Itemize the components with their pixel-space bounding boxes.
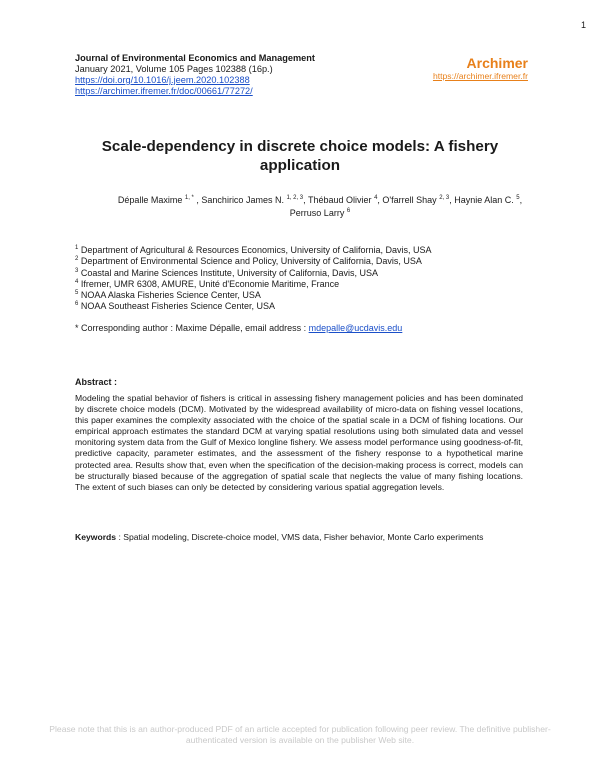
keywords-text: : Spatial modeling, Discrete-choice model, VMS data, Fisher behavior, Monte Carlo experiments: [116, 532, 484, 542]
email-link[interactable]: mdepalle@ucdavis.edu: [308, 323, 403, 333]
affiliation-item: [75, 245, 432, 256]
author-sup: 2, 3: [439, 195, 450, 201]
affiliation-text: Coastal and Marine Sciences Institute, University of California, Davis, USA: [80, 267, 378, 278]
affiliation-text: Department of Environmental Science and Policy, University of California, Davis, USA: [80, 256, 422, 267]
affiliation-item: [75, 268, 432, 279]
disclaimer-footer: Please note that this is an author-produced PDF of an article accepted for publication following peer review. The definitive publisher-authenticated version is available on the publisher Web site.: [49, 724, 551, 745]
affiliation-list: [75, 245, 432, 313]
paper-title: Scale-dependency in discrete choice models: A fishery application: [101, 138, 499, 174]
author-name: Dépalle Maxime: [117, 195, 183, 205]
author-sup: 4: [374, 195, 378, 201]
affiliation-item: [75, 290, 432, 301]
author-sep: ,: [193, 195, 202, 205]
abstract-text: Modeling the spatial behavior of fishers is critical in assessing fishery management policies and has been dominated by discrete choice models (DCM). Motivated by the widespread availability of micro-data on fishing vessel locations, this paper examines the complexity associated with the choice of the spatial scale in a DCM of fishing locations. Our empirical approach estimates the standard DCM at varying spatial resolutions using both simulated data and vessel monitoring system data from the Gulf of Mexico longline fishery. We assess model performance using goodness-of-fit, predictive capacity, parameter estimates, and the assessment of the fishery response to a hypothetical marine protected area. Results show that, even when the specification of the decision-making process is correct, models can be structurally biased because of the aggregation of spatial scale that neglects the value of many fishing locations. The extent of such biases can only be detected by considering various spatial aggregation levels.: [75, 393, 523, 492]
author-name: Perruso Larry: [289, 208, 345, 218]
author-list: [90, 194, 550, 220]
archimer-brand: Archimer: [466, 55, 528, 71]
affiliation-item: [75, 301, 432, 312]
affiliation-num: 3: [75, 267, 79, 274]
doi-link[interactable]: https://doi.org/10.1016/j.jeem.2020.102388: [75, 75, 250, 85]
author-sep: ,: [303, 195, 308, 205]
author-name: O'farrell Shay: [382, 195, 437, 205]
affiliation-num: 4: [75, 278, 79, 285]
journal-issue: January 2021, Volume 105 Pages 102388 (16p.): [75, 64, 273, 74]
keywords: [75, 532, 523, 543]
archive-link[interactable]: https://archimer.ifremer.fr/doc/00661/77272/: [75, 86, 253, 96]
archimer-url[interactable]: https://archimer.ifremer.fr: [432, 71, 528, 81]
author-sep: ,: [519, 195, 523, 205]
affiliation-item: [75, 279, 432, 290]
affiliation-text: NOAA Alaska Fisheries Science Center, USA: [80, 290, 261, 301]
author-name: Sanchirico James N.: [201, 195, 284, 205]
affiliation-num: 1: [75, 245, 79, 251]
affiliation-text: NOAA Southeast Fisheries Science Center, USA: [80, 301, 275, 312]
author-name: Thébaud Olivier: [308, 195, 372, 205]
author-sup: 6: [346, 208, 351, 214]
author-name: Haynie Alan C.: [454, 195, 514, 205]
affiliation-text: Department of Agricultural & Resources Economics, University of California, Davis, USA: [80, 245, 432, 255]
affiliation-text: Ifremer, UMR 6308, AMURE, Unité d'Economie Maritime, France: [80, 278, 340, 289]
archimer-logo: [433, 55, 528, 81]
abstract-heading: Abstract :: [75, 377, 118, 387]
page-number: 1: [580, 20, 586, 30]
affiliation-num: 5: [75, 290, 79, 297]
journal-header: [75, 53, 315, 97]
author-sup: 5: [516, 195, 520, 201]
keywords-label: Keywords: [75, 532, 117, 542]
corresponding-author: [75, 323, 402, 333]
affiliation-num: 2: [75, 256, 79, 263]
author-sup: 1, 2, 3: [286, 195, 304, 201]
affiliation-num: 6: [75, 301, 79, 308]
author-sup: 1, *: [184, 195, 194, 201]
author-sep: ,: [377, 195, 383, 205]
affiliation-item: [75, 256, 432, 267]
journal-title: Journal of Environmental Economics and Management: [75, 53, 315, 63]
corresponding-label: * Corresponding author : Maxime Dépalle, email address :: [75, 323, 309, 333]
author-sep: ,: [449, 195, 455, 205]
